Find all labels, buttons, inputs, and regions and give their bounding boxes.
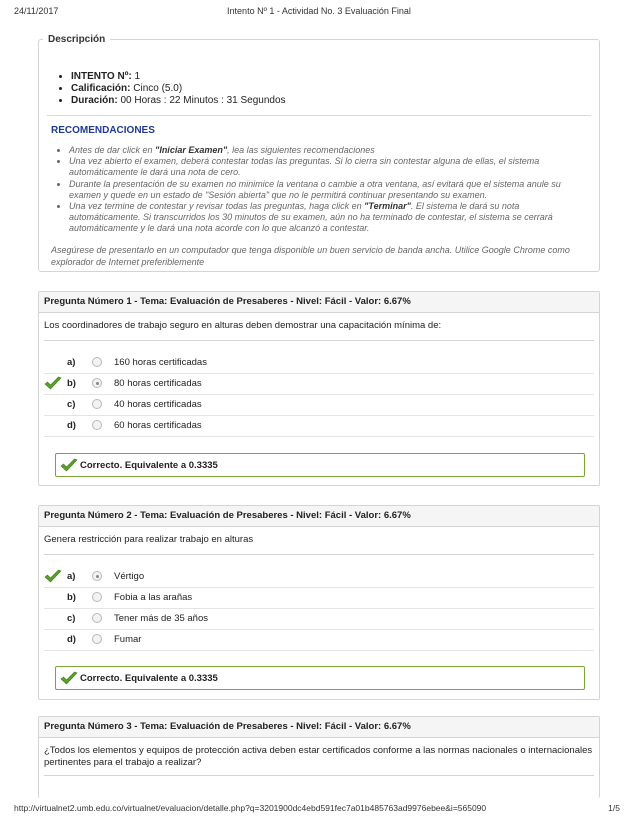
option-letter: b) xyxy=(67,378,76,389)
question-2-panel xyxy=(38,505,600,700)
option-letter: c) xyxy=(67,399,76,410)
print-header xyxy=(0,6,638,20)
browser-note: Asegúrese de presentarlo en un computador que tenga disponible un buen servicio de banda ancha. Utilice Google Chrome como explorador de Internet preferiblemente xyxy=(51,245,570,267)
question-1-option-a[interactable] xyxy=(44,352,594,374)
question-1-option-c[interactable] xyxy=(44,394,594,416)
recommendation-item: • Una vez abierto el examen, deberá contestar todas las preguntas. Si lo cierra sin contestar alguna de ellas, el sistema automáticamente le dará una nota de cero. xyxy=(69,156,579,178)
rec-text: Antes de dar click en xyxy=(69,145,156,155)
option-text: Fobia a las arañas xyxy=(114,592,193,603)
result-text: Correcto. Equivalente a 0.3335 xyxy=(80,673,218,684)
question-separator xyxy=(44,340,594,341)
checkmark-icon xyxy=(60,671,78,685)
option-radio-selected[interactable] xyxy=(92,378,102,388)
question-3-text: ¿Todos los elementos y equipos de protección activa deben estar certificados conforme a las normas nacionales o internacionales pertinentes para el trabajo a realizar? xyxy=(44,745,593,768)
rec-text: , lea las siguientes recomendaciones xyxy=(227,145,375,155)
option-text: 40 horas certificadas xyxy=(114,399,202,410)
question-1-header: Pregunta Número 1 - Tema: Evaluación de Presaberes - Nivel: Fácil - Valor: 6.67% xyxy=(39,292,599,313)
option-radio[interactable] xyxy=(92,613,102,623)
result-text: Correcto. Equivalente a 0.3335 xyxy=(80,460,218,471)
question-separator xyxy=(44,775,594,776)
rec-emphasis: "Terminar" xyxy=(364,201,411,212)
description-divider xyxy=(47,115,591,116)
attempt-info-list xyxy=(71,71,286,107)
checkmark-icon xyxy=(44,376,62,390)
grade-value: Cinco (5.0) xyxy=(130,83,183,94)
question-3-panel xyxy=(38,716,600,798)
recommendations-list xyxy=(69,145,579,235)
question-separator xyxy=(44,554,594,555)
option-text: 60 horas certificadas xyxy=(114,420,202,431)
option-letter: a) xyxy=(67,571,76,582)
duration xyxy=(71,95,286,107)
recommendations-title: RECOMENDACIONES xyxy=(51,125,155,136)
question-1-result xyxy=(55,453,585,477)
option-letter: c) xyxy=(67,613,76,624)
description-legend: Descripción xyxy=(48,34,106,45)
question-2-option-d[interactable] xyxy=(44,629,594,651)
option-text: Fumar xyxy=(114,634,142,645)
grade-label: Calificación: xyxy=(71,83,131,94)
option-radio[interactable] xyxy=(92,634,102,644)
question-2-option-c[interactable] xyxy=(44,608,594,630)
question-2-option-a[interactable] xyxy=(44,566,594,588)
attempt-number-label: INTENTO Nº: xyxy=(71,71,132,82)
page-url: http://virtualnet2.umb.edu.co/virtualnet/evaluacion/detalle.php?q=3201900dc4ebd591fec7a01b485763ad9976ebee&i=565090 xyxy=(14,803,487,813)
option-letter: d) xyxy=(67,634,76,645)
duration-label: Duración: xyxy=(71,95,118,106)
grade xyxy=(71,83,286,95)
document-title: Intento Nº 1 - Actividad No. 3 Evaluación Final xyxy=(227,6,411,16)
recommendation-item xyxy=(69,201,579,235)
question-2-option-b[interactable] xyxy=(44,587,594,609)
recommendation-item xyxy=(69,145,579,156)
question-1-text: Los coordinadores de trabajo seguro en alturas deben demostrar una capacitación mínima de: xyxy=(44,320,442,331)
attempt-number xyxy=(71,71,286,83)
question-1-option-b[interactable] xyxy=(44,373,594,395)
checkmark-icon xyxy=(44,569,62,583)
print-footer xyxy=(0,803,638,817)
option-letter: b) xyxy=(67,592,76,603)
option-text: Tener más de 35 años xyxy=(114,613,209,624)
option-letter: d) xyxy=(67,420,76,431)
option-text: 80 horas certificadas xyxy=(114,378,202,389)
rec-text: . El sistema le dará su nota automáticamente. Si transcurridos los 30 minutos de su examen, aún no ha terminado de contestar, el sistema se cerrará automáticamente y le dará una nota acorde con lo que alcanzó a contestar. xyxy=(69,201,553,234)
option-text: Vértigo xyxy=(114,571,145,582)
option-radio[interactable] xyxy=(92,592,102,602)
question-2-header: Pregunta Número 2 - Tema: Evaluación de Presaberes - Nivel: Fácil - Valor: 6.67% xyxy=(39,506,599,527)
option-radio-selected[interactable] xyxy=(92,571,102,581)
rec-emphasis: "Iniciar Examen" xyxy=(155,145,228,155)
option-radio[interactable] xyxy=(92,420,102,430)
duration-value: 00 Horas : 22 Minutos : 31 Segundos xyxy=(117,95,286,106)
checkmark-icon xyxy=(60,458,78,472)
option-radio[interactable] xyxy=(92,357,102,367)
attempt-number-value: 1 xyxy=(131,71,141,82)
recommendation-item: • Durante la presentación de su examen no minimice la ventana o cambie a otra ventana, así evitará que el sistema anule su examen y quede en un estado de "Sesión abierta" que no le permitirá continuar presentando su examen. xyxy=(69,179,579,201)
question-2-text: Genera restricción para realizar trabajo en alturas xyxy=(44,534,254,545)
description-panel xyxy=(38,34,600,272)
print-date: 24/11/2017 xyxy=(14,6,59,16)
question-1-panel xyxy=(38,291,600,486)
option-text: 160 horas certificadas xyxy=(114,357,207,368)
question-2-result xyxy=(55,666,585,690)
page-number: 1/5 xyxy=(608,803,620,813)
question-3-header: Pregunta Número 3 - Tema: Evaluación de Presaberes - Nivel: Fácil - Valor: 6.67% xyxy=(39,717,599,738)
rec-text: Una vez termine de contestar y revisar todas las preguntas, haga click en xyxy=(69,201,365,212)
question-1-option-d[interactable] xyxy=(44,415,594,437)
option-radio[interactable] xyxy=(92,399,102,409)
option-letter: a) xyxy=(67,357,76,368)
